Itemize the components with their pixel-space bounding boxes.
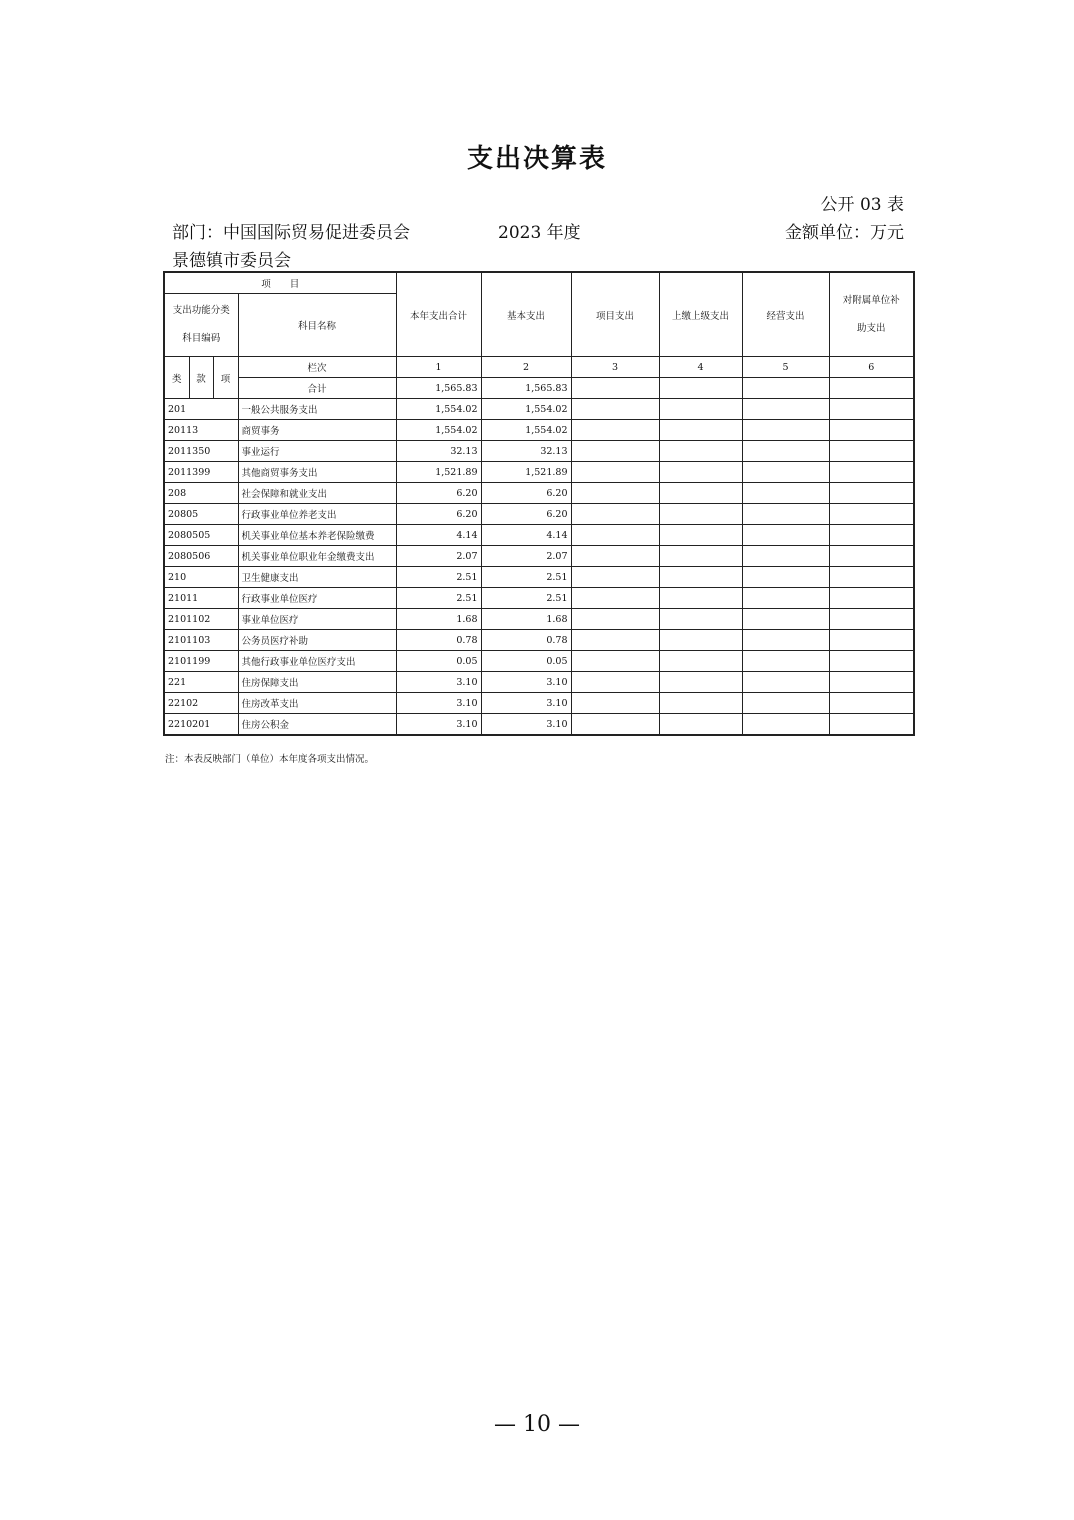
table-row — [164, 714, 914, 736]
row-code: 210 — [164, 567, 238, 588]
row-remit — [659, 483, 742, 504]
row-name: 住房保障支出 — [238, 672, 396, 693]
row-code: 2080505 — [164, 525, 238, 546]
table-row — [164, 609, 914, 630]
row-basic: 2.51 — [481, 588, 571, 609]
row-project — [571, 693, 659, 714]
table-row — [164, 651, 914, 672]
row-subsidy — [829, 441, 914, 462]
row-subsidy — [829, 609, 914, 630]
row-name: 行政事业单位医疗 — [238, 588, 396, 609]
row-subsidy — [829, 651, 914, 672]
row-remit — [659, 420, 742, 441]
row-total: 1,521.89 — [396, 462, 481, 483]
row-project — [571, 567, 659, 588]
row-operating — [742, 441, 829, 462]
header-func-class — [164, 294, 238, 357]
total-row — [164, 378, 914, 399]
table-row — [164, 525, 914, 546]
row-total: 1,554.02 — [396, 399, 481, 420]
header-code-label: 科目编码 — [182, 333, 221, 344]
total-c5 — [742, 378, 829, 399]
lanci-6: 6 — [829, 357, 914, 378]
row-code: 2101102 — [164, 609, 238, 630]
row-subsidy — [829, 420, 914, 441]
lanci-row — [164, 357, 914, 378]
row-project — [571, 630, 659, 651]
row-operating — [742, 693, 829, 714]
table-row — [164, 399, 914, 420]
table-row — [164, 504, 914, 525]
table-row — [164, 567, 914, 588]
table-row — [164, 441, 914, 462]
row-total: 3.10 — [396, 672, 481, 693]
header-col-subsidy: 对附属单位补助支出 — [829, 272, 914, 357]
row-operating — [742, 546, 829, 567]
row-project — [571, 546, 659, 567]
row-basic: 0.05 — [481, 651, 571, 672]
row-code: 201 — [164, 399, 238, 420]
row-code: 21011 — [164, 588, 238, 609]
fiscal-year: 2023 年度 — [498, 223, 581, 243]
row-subsidy — [829, 546, 914, 567]
table-row — [164, 420, 914, 441]
row-project — [571, 420, 659, 441]
row-operating — [742, 483, 829, 504]
row-total: 1.68 — [396, 609, 481, 630]
total-c4 — [659, 378, 742, 399]
header-col-project: 项目支出 — [571, 272, 659, 357]
row-subsidy — [829, 672, 914, 693]
row-code: 20113 — [164, 420, 238, 441]
row-code: 2210201 — [164, 714, 238, 736]
row-operating — [742, 567, 829, 588]
row-operating — [742, 651, 829, 672]
row-project — [571, 714, 659, 736]
table-row — [164, 630, 914, 651]
table-note: 注：本表反映部门（单位）本年度各项支出情况。 — [165, 754, 375, 765]
amount-unit: 金额单位：万元 — [785, 223, 904, 243]
row-operating — [742, 525, 829, 546]
row-remit — [659, 399, 742, 420]
row-remit — [659, 546, 742, 567]
row-basic: 1,554.02 — [481, 399, 571, 420]
row-basic: 0.78 — [481, 630, 571, 651]
row-name: 商贸事务 — [238, 420, 396, 441]
row-subsidy — [829, 399, 914, 420]
row-basic: 3.10 — [481, 714, 571, 736]
lanci-1: 1 — [396, 357, 481, 378]
row-remit — [659, 672, 742, 693]
header-col-operating: 经营支出 — [742, 272, 829, 357]
row-name: 一般公共服务支出 — [238, 399, 396, 420]
row-operating — [742, 504, 829, 525]
row-remit — [659, 441, 742, 462]
header-row-1 — [164, 272, 914, 294]
row-name: 事业单位医疗 — [238, 609, 396, 630]
table-body — [164, 399, 914, 736]
row-total: 3.10 — [396, 693, 481, 714]
total-c6 — [829, 378, 914, 399]
row-total: 2.51 — [396, 588, 481, 609]
row-operating — [742, 630, 829, 651]
row-basic: 32.13 — [481, 441, 571, 462]
row-name: 住房公积金 — [238, 714, 396, 736]
row-code: 22102 — [164, 693, 238, 714]
row-code: 20805 — [164, 504, 238, 525]
row-subsidy — [829, 693, 914, 714]
row-operating — [742, 588, 829, 609]
row-name: 公务员医疗补助 — [238, 630, 396, 651]
row-subsidy — [829, 525, 914, 546]
row-remit — [659, 714, 742, 736]
header-kuan: 款 — [189, 357, 213, 399]
row-project — [571, 651, 659, 672]
lanci-label: 栏次 — [238, 357, 396, 378]
header-lei: 类 — [164, 357, 189, 399]
row-remit — [659, 525, 742, 546]
lanci-2: 2 — [481, 357, 571, 378]
row-code: 221 — [164, 672, 238, 693]
row-code: 2011399 — [164, 462, 238, 483]
row-project — [571, 462, 659, 483]
table-row — [164, 462, 914, 483]
row-project — [571, 672, 659, 693]
row-subsidy — [829, 567, 914, 588]
row-basic: 1,554.02 — [481, 420, 571, 441]
row-name: 住房改革支出 — [238, 693, 396, 714]
page-title: 支出决算表 — [466, 144, 607, 174]
header-name: 科目名称 — [238, 294, 396, 357]
row-code: 2080506 — [164, 546, 238, 567]
row-project — [571, 504, 659, 525]
table-row — [164, 546, 914, 567]
total-label: 合计 — [238, 378, 396, 399]
row-project — [571, 483, 659, 504]
row-name: 社会保障和就业支出 — [238, 483, 396, 504]
header-col-total: 本年支出合计 — [396, 272, 481, 357]
row-name: 卫生健康支出 — [238, 567, 396, 588]
table-row — [164, 693, 914, 714]
row-total: 0.05 — [396, 651, 481, 672]
row-operating — [742, 672, 829, 693]
row-total: 3.10 — [396, 714, 481, 736]
total-c3 — [571, 378, 659, 399]
row-remit — [659, 609, 742, 630]
row-basic: 1,521.89 — [481, 462, 571, 483]
row-code: 208 — [164, 483, 238, 504]
row-total: 6.20 — [396, 504, 481, 525]
row-project — [571, 588, 659, 609]
row-operating — [742, 714, 829, 736]
row-subsidy — [829, 714, 914, 736]
row-remit — [659, 504, 742, 525]
row-code: 2101103 — [164, 630, 238, 651]
header-item: 项 目 — [164, 272, 396, 294]
row-subsidy — [829, 588, 914, 609]
table-row — [164, 672, 914, 693]
row-operating — [742, 609, 829, 630]
table-row — [164, 483, 914, 504]
form-number: 公开 03 表 — [820, 195, 904, 215]
lanci-4: 4 — [659, 357, 742, 378]
row-project — [571, 609, 659, 630]
row-remit — [659, 462, 742, 483]
total-c2: 1,565.83 — [481, 378, 571, 399]
department-label-continued: 景德镇市委员会 — [172, 251, 291, 271]
row-remit — [659, 651, 742, 672]
row-project — [571, 399, 659, 420]
row-operating — [742, 420, 829, 441]
row-basic: 1.68 — [481, 609, 571, 630]
row-project — [571, 441, 659, 462]
row-basic: 3.10 — [481, 672, 571, 693]
row-total: 2.07 — [396, 546, 481, 567]
lanci-3: 3 — [571, 357, 659, 378]
header-col-basic: 基本支出 — [481, 272, 571, 357]
row-basic: 3.10 — [481, 693, 571, 714]
row-subsidy — [829, 630, 914, 651]
row-basic: 2.07 — [481, 546, 571, 567]
row-subsidy — [829, 462, 914, 483]
row-basic: 2.51 — [481, 567, 571, 588]
row-remit — [659, 693, 742, 714]
row-total: 6.20 — [396, 483, 481, 504]
table-row — [164, 588, 914, 609]
row-total: 0.78 — [396, 630, 481, 651]
row-name: 机关事业单位基本养老保险缴费 — [238, 525, 396, 546]
row-name: 其他商贸事务支出 — [238, 462, 396, 483]
row-basic: 6.20 — [481, 483, 571, 504]
lanci-5: 5 — [742, 357, 829, 378]
header-func-class-label: 支出功能分类 — [172, 305, 230, 316]
row-subsidy — [829, 504, 914, 525]
row-code: 2101199 — [164, 651, 238, 672]
row-name: 其他行政事业单位医疗支出 — [238, 651, 396, 672]
header-col-remit: 上缴上级支出 — [659, 272, 742, 357]
row-basic: 6.20 — [481, 504, 571, 525]
row-code: 2011350 — [164, 441, 238, 462]
row-operating — [742, 462, 829, 483]
row-name: 行政事业单位养老支出 — [238, 504, 396, 525]
row-name: 机关事业单位职业年金缴费支出 — [238, 546, 396, 567]
row-basic: 4.14 — [481, 525, 571, 546]
row-project — [571, 525, 659, 546]
row-operating — [742, 399, 829, 420]
row-total: 1,554.02 — [396, 420, 481, 441]
row-name: 事业运行 — [238, 441, 396, 462]
total-c1: 1,565.83 — [396, 378, 481, 399]
department-label: 部门：中国国际贸易促进委员会 — [172, 223, 410, 243]
row-total: 2.51 — [396, 567, 481, 588]
row-subsidy — [829, 483, 914, 504]
row-remit — [659, 588, 742, 609]
row-total: 32.13 — [396, 441, 481, 462]
header-xiang: 项 — [213, 357, 238, 399]
expenditure-table — [163, 271, 915, 736]
row-remit — [659, 630, 742, 651]
row-total: 4.14 — [396, 525, 481, 546]
page-number: — 10 — — [494, 1412, 580, 1437]
row-remit — [659, 567, 742, 588]
